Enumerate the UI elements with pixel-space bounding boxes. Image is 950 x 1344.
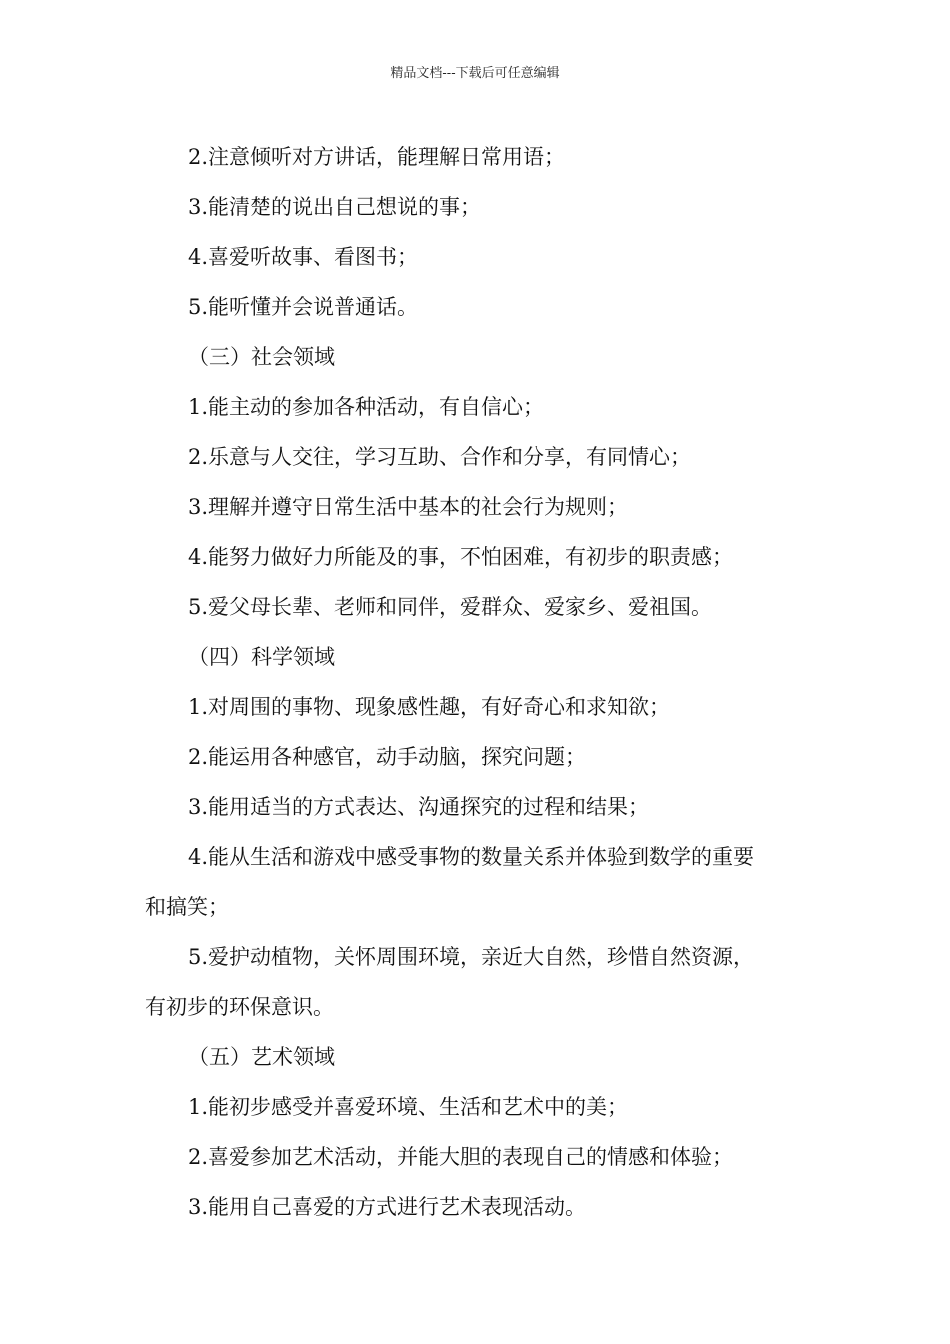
body-line: 1.对周围的事物、现象感性趣，有好奇心和求知欲；	[188, 695, 671, 719]
body-line-continuation: 有初步的环保意识。	[145, 995, 334, 1019]
body-line: 4.喜爱听故事、看图书；	[188, 245, 419, 269]
body-line: 3.理解并遵守日常生活中基本的社会行为规则；	[188, 495, 629, 519]
body-line: 1.能初步感受并喜爱环境、生活和艺术中的美；	[188, 1095, 629, 1119]
body-line: 4.能从生活和游戏中感受事物的数量关系并体验到数学的重要	[188, 845, 755, 869]
body-line: 3.能用自己喜爱的方式进行艺术表现活动。	[188, 1195, 587, 1219]
section-heading: （五）艺术领域	[188, 1045, 335, 1069]
section-heading: （三）社会领域	[188, 345, 335, 369]
body-line: 5.能听懂并会说普通话。	[188, 295, 419, 319]
page-header: 精品文档---下载后可任意编辑	[390, 66, 560, 81]
body-line: 3.能清楚的说出自己想说的事；	[188, 195, 482, 219]
body-line: 2.能运用各种感官，动手动脑，探究问题；	[188, 745, 587, 769]
body-line: 2.乐意与人交往，学习互助、合作和分享，有同情心；	[188, 445, 692, 469]
body-line: 2.注意倾听对方讲话，能理解日常用语；	[188, 145, 566, 169]
body-line: 5.爱父母长辈、老师和同伴，爱群众、爱家乡、爱祖国。	[188, 595, 713, 619]
body-line: 1.能主动的参加各种活动，有自信心；	[188, 395, 545, 419]
body-line: 2.喜爱参加艺术活动，并能大胆的表现自己的情感和体验；	[188, 1145, 734, 1169]
body-line: 4.能努力做好力所能及的事，不怕困难，有初步的职责感；	[188, 545, 734, 569]
body-line-continuation: 和搞笑；	[145, 895, 229, 919]
body-line: 5.爱护动植物，关怀周围环境，亲近大自然，珍惜自然资源，	[188, 945, 755, 969]
section-heading: （四）科学领域	[188, 645, 335, 669]
document-body	[145, 132, 810, 1232]
body-line: 3.能用适当的方式表达、沟通探究的过程和结果；	[188, 795, 650, 819]
